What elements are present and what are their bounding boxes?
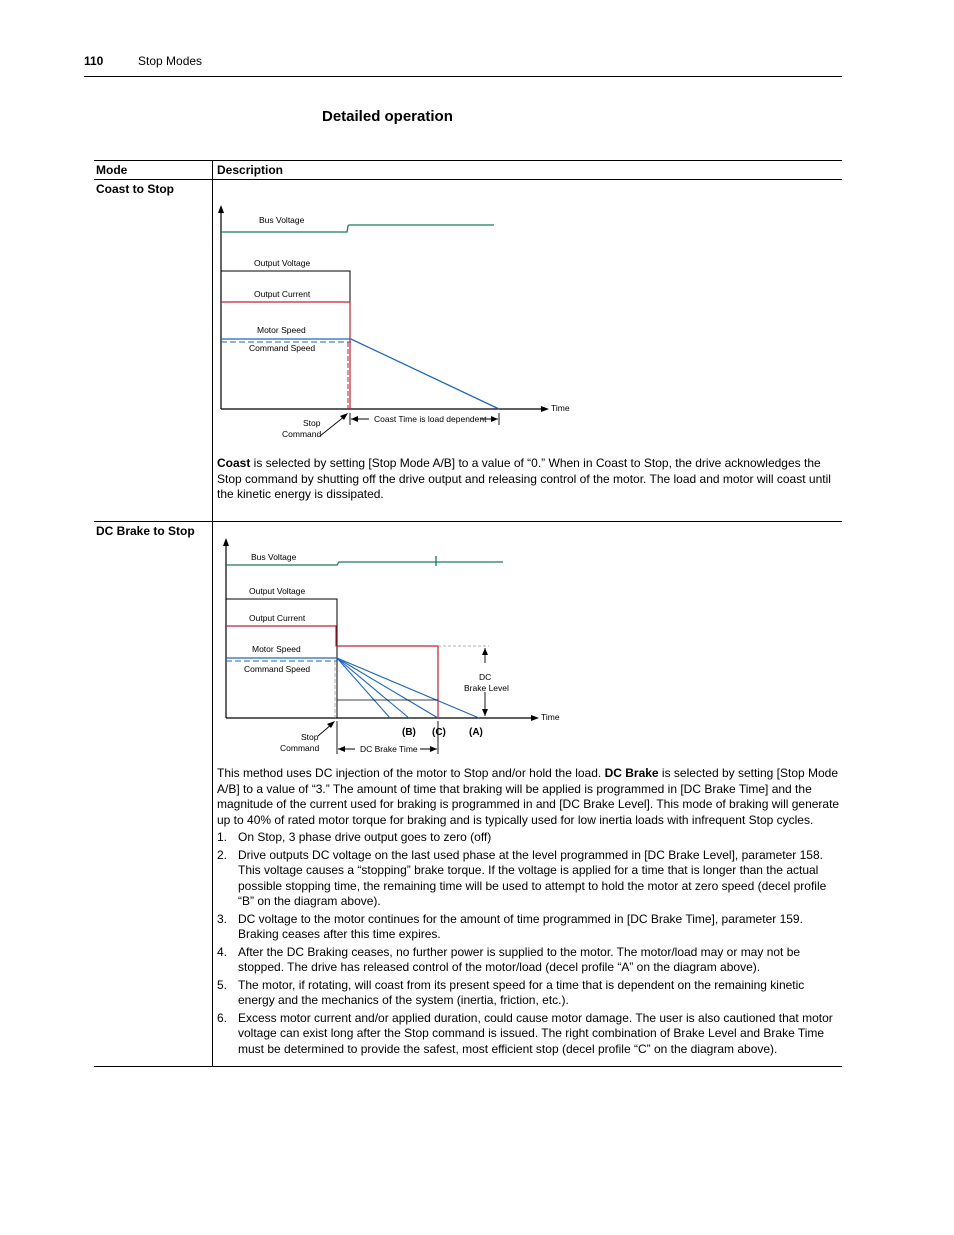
- list-item: 1. On Stop, 3 phase drive output goes to zero (off): [217, 830, 492, 844]
- table-row: [94, 522, 842, 1067]
- bus-voltage-label: Bus Voltage: [251, 552, 297, 562]
- table-row: [94, 180, 842, 522]
- mode-column-header: Mode: [96, 163, 128, 177]
- x-axis-arrow: [531, 715, 539, 721]
- decel-profile-b: [337, 658, 390, 718]
- list-item: 6. Excess motor current and/or applied duration, could cause motor damage. The user is also cautioned that motor voltage can exist long after the Stop command is issued. The right combination of Brake Level and Brake Time must be determined to provide the safest, most efficient stop (decel profile “C” on the diagram above).: [217, 1010, 833, 1056]
- list-item: 4. After the DC Braking ceases, no further power is supplied to the motor. The motor/load may or may not be stopped. The drive has released control of the motor/load (decel profile “A” on the diagram above).: [217, 944, 801, 974]
- command-label: Command: [282, 429, 322, 439]
- stop-command-pointer: [320, 416, 345, 436]
- profile-a-label: (A): [469, 727, 483, 738]
- bus-voltage-trace: [226, 562, 503, 565]
- list-item: 3. DC voltage to the motor continues for the amount of time programmed in [DC Brake Time], parameter 159. Braking ceases after this time expires.: [217, 911, 803, 941]
- motor-speed-label: Motor Speed: [257, 325, 306, 335]
- description-cell: [215, 522, 842, 1057]
- page-title: Detailed operation: [322, 108, 453, 125]
- mode-cell: Coast to Stop: [96, 182, 174, 196]
- output-current-trace: [221, 302, 350, 409]
- y-axis-arrow: [218, 205, 224, 213]
- y-axis-arrow: [223, 538, 229, 546]
- command-label: Command: [280, 743, 320, 753]
- mode-cell: DC Brake to Stop: [96, 524, 195, 538]
- decel-profile-a: [337, 658, 479, 718]
- time-label: Time: [551, 403, 570, 413]
- bus-voltage-label: Bus Voltage: [259, 215, 305, 225]
- coast-time-label: Coast Time is load dependent: [374, 414, 487, 424]
- description-column-header: Description: [217, 163, 284, 177]
- output-voltage-label: Output Voltage: [249, 586, 306, 596]
- dc-brake-time-label: DC Brake Time: [360, 744, 418, 754]
- x-axis-arrow: [541, 406, 549, 412]
- description-cell: [215, 180, 842, 503]
- motor-speed-label: Motor Speed: [252, 644, 301, 654]
- dc-brake-description: This method uses DC injection of the motor to Stop and/or hold the load. DC Brake is selected by setting [Stop Mode A/B] to a value of “3.” The amount of time that braking will be applied is programmed in [DC Brake Time] and the magnitude of the current used for braking is programmed in and [DC Brake Level]. This mode of braking will generate up to 40% of rated motor torque for braking and is typically used for low inertia loads with infrequent Stop cycles.: [217, 766, 840, 827]
- dc-brake-diagram: [217, 522, 837, 766]
- stop-label: Stop: [303, 418, 321, 428]
- page-header: [84, 52, 842, 77]
- decel-profile-c: [337, 658, 438, 718]
- output-voltage-label: Output Voltage: [254, 258, 311, 268]
- stop-label: Stop: [301, 732, 319, 742]
- page-number: 110: [84, 54, 104, 68]
- command-speed-label: Command Speed: [244, 664, 311, 674]
- section-title: Stop Modes: [138, 54, 203, 68]
- coast-to-stop-diagram: [217, 180, 837, 456]
- bus-voltage-trace: [221, 225, 494, 232]
- list-item: 5. The motor, if rotating, will coast from its present speed for a time that is dependent on the remaining kinetic energy and the mechanics of the system (inertia, friction, etc.).: [217, 977, 805, 1007]
- stop-modes-table: [94, 160, 842, 1067]
- profile-c-label: (C): [432, 727, 446, 738]
- dc-brake-steps: [217, 830, 840, 1057]
- brake-level-label: Brake Level: [464, 683, 509, 693]
- dc-label: DC: [479, 672, 492, 682]
- output-current-label: Output Current: [249, 613, 306, 623]
- profile-b-label: (B): [402, 727, 416, 738]
- table-header-row: [94, 160, 842, 180]
- coast-description: Coast is selected by setting [Stop Mode A/B] to a value of “0.” When in Coast to Stop, the drive acknowledges the Stop command by shutting off the drive output and releasing control of the motor. The load and motor will coast until the kinetic energy is dissipated.: [217, 456, 831, 501]
- list-item: 2. Drive outputs DC voltage on the last used phase at the level programmed in [DC Brake Level], parameter 158. This voltage causes a “stopping” brake torque. If the voltage is applied for a time that is longer than the actual possible stopping time, the remaining time will be used to attempt to hold the motor at zero speed (decel profile “B” on the diagram above).: [217, 847, 827, 908]
- output-current-label: Output Current: [254, 289, 311, 299]
- command-speed-label: Command Speed: [249, 343, 316, 353]
- time-label: Time: [541, 712, 560, 722]
